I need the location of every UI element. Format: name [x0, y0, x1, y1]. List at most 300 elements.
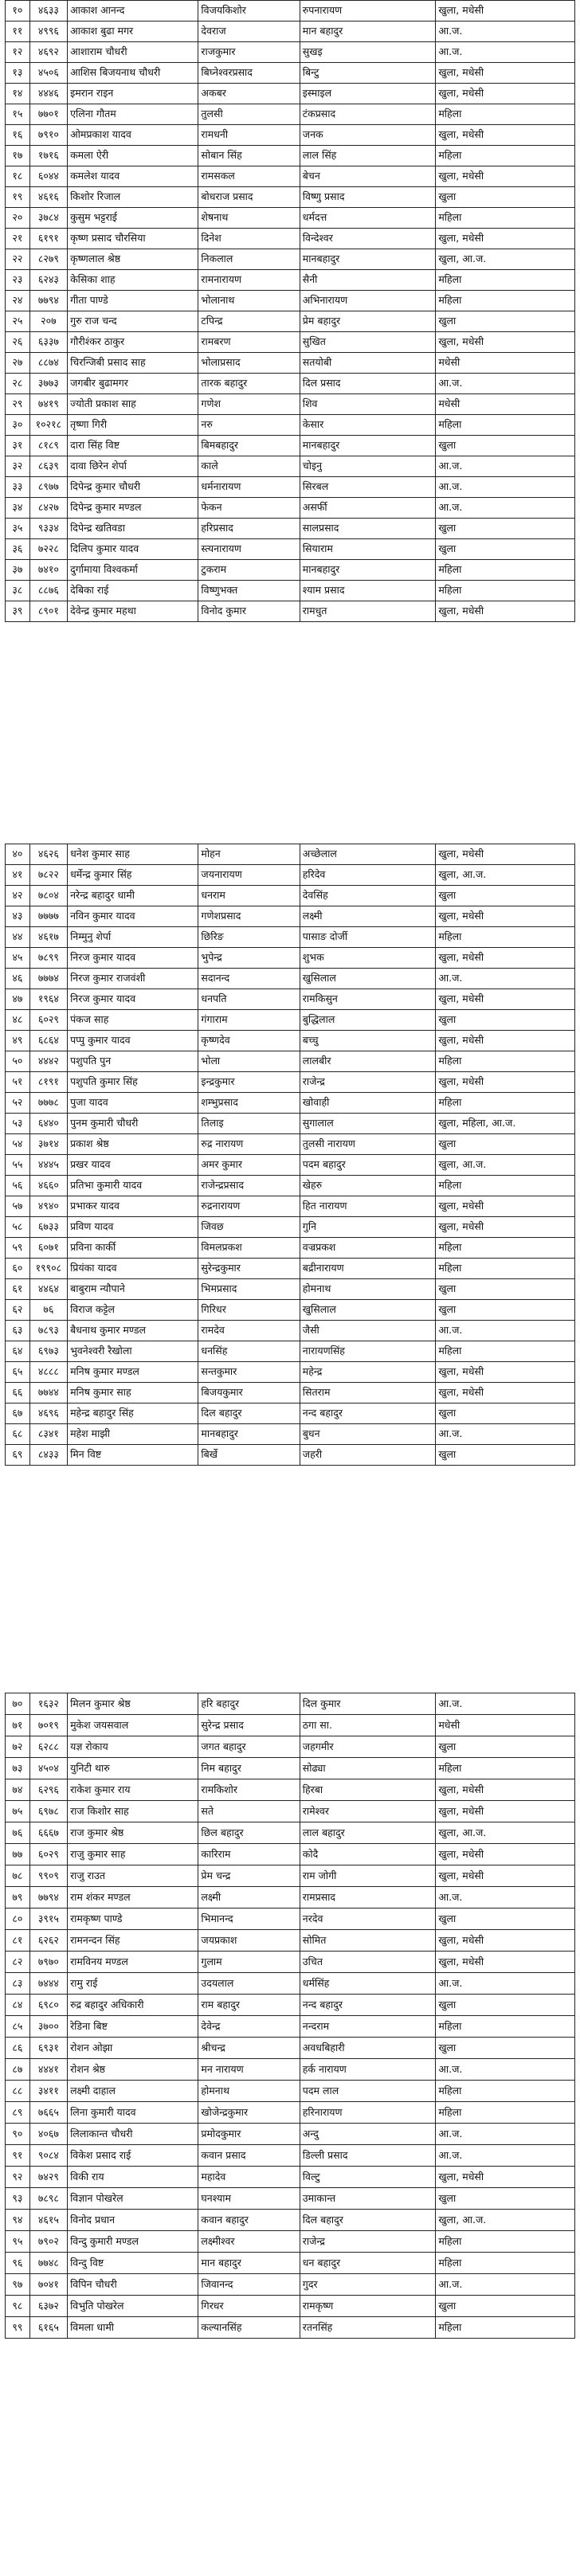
- candidate-name-cell: धनेश कुमार साह: [68, 844, 198, 865]
- father-name-cell: सुरेन्द्रकुमार: [198, 1259, 300, 1279]
- grandfather-name-cell: बद्रीनारायण: [300, 1259, 436, 1279]
- father-name-cell: कारिराम: [198, 1844, 300, 1865]
- serial-number-cell: ९६: [6, 2253, 30, 2274]
- roll-number-cell: ८९०१: [29, 601, 67, 622]
- table-row: [6, 1300, 575, 1321]
- roll-number-cell: ४९९६: [29, 22, 67, 42]
- serial-number-cell: ६३: [6, 1321, 30, 1341]
- table-row: [6, 125, 575, 146]
- roll-number-cell: ४४४२: [29, 1051, 67, 1072]
- candidate-name-cell: आकाश आनन्द: [68, 1, 198, 22]
- category-cell: खुला, मधेसी: [436, 229, 575, 249]
- table-row: [6, 2274, 575, 2296]
- table-row: [6, 2145, 575, 2167]
- grandfather-name-cell: रामधुत: [300, 601, 436, 622]
- candidate-name-cell: कृष्ण प्रसाद चौरसिया: [68, 229, 198, 249]
- grandfather-name-cell: नन्द बहादुर: [300, 1995, 436, 2016]
- serial-number-cell: ४५: [6, 948, 30, 969]
- serial-number-cell: ६६: [6, 1383, 30, 1403]
- category-cell: खुला: [436, 1995, 575, 2016]
- father-name-cell: फेकन: [198, 498, 300, 519]
- roll-number-cell: ७७९४: [29, 291, 67, 311]
- father-name-cell: प्रेम चन्द्र: [198, 1865, 300, 1887]
- candidate-name-cell: मुकेश जयसवाल: [68, 1715, 198, 1736]
- serial-number-cell: ४९: [6, 1031, 30, 1051]
- grandfather-name-cell: लाल बहादुर: [300, 1822, 436, 1844]
- category-cell: महिला: [436, 2016, 575, 2038]
- father-name-cell: सते: [198, 1801, 300, 1822]
- serial-number-cell: ७०: [6, 1693, 30, 1715]
- table-row: [6, 1445, 575, 1466]
- table-row: [6, 948, 575, 969]
- table-row: [6, 1995, 575, 2016]
- serial-number-cell: ९१: [6, 2145, 30, 2167]
- father-name-cell: गणेशप्रसाद: [198, 906, 300, 927]
- table-row: [6, 1362, 575, 1383]
- grandfather-name-cell: गुनि: [300, 1217, 436, 1238]
- category-cell: महिला: [436, 2231, 575, 2253]
- grandfather-name-cell: खुसिलाल: [300, 969, 436, 989]
- father-name-cell: सन्तकुमार: [198, 1362, 300, 1383]
- serial-number-cell: ३१: [6, 436, 30, 456]
- table-row: [6, 2081, 575, 2102]
- father-name-cell: टुकराम: [198, 560, 300, 581]
- category-cell: महिला: [436, 208, 575, 229]
- candidate-name-cell: कमलेश यादव: [68, 166, 198, 187]
- table-row: [6, 187, 575, 208]
- father-name-cell: कवान बहादुर: [198, 2210, 300, 2231]
- serial-number-cell: १०: [6, 1, 30, 22]
- table-row: [6, 2188, 575, 2210]
- roll-number-cell: ७९१०: [29, 125, 67, 146]
- serial-number-cell: ४१: [6, 865, 30, 886]
- father-name-cell: कल्यानसिंह: [198, 2317, 300, 2339]
- grandfather-name-cell: नरदेव: [300, 1909, 436, 1930]
- table-row: [6, 539, 575, 560]
- roll-number-cell: ४९४०: [29, 1196, 67, 1217]
- candidate-name-cell: रामनन्दन सिंह: [68, 1930, 198, 1952]
- table-row: [6, 1176, 575, 1196]
- serial-number-cell: ७४: [6, 1779, 30, 1801]
- candidate-name-cell: राकेश कुमार राय: [68, 1779, 198, 1801]
- grandfather-name-cell: रामप्रसाद: [300, 1887, 436, 1909]
- father-name-cell: धनपति: [198, 989, 300, 1010]
- roll-number-cell: ८१९१: [29, 1072, 67, 1093]
- father-name-cell: देवराज: [198, 22, 300, 42]
- grandfather-name-cell: सतयोबी: [300, 353, 436, 374]
- grandfather-name-cell: सुखित: [300, 332, 436, 353]
- table-row: [6, 249, 575, 270]
- category-cell: खुला: [436, 2296, 575, 2317]
- table-row: [6, 208, 575, 229]
- category-cell: महिला: [436, 1051, 575, 1072]
- candidate-name-cell: जगबीर बुढामगर: [68, 374, 198, 394]
- grandfather-name-cell: जनक: [300, 125, 436, 146]
- roll-number-cell: १७१६: [29, 146, 67, 166]
- father-name-cell: बोधराज प्रसाद: [198, 187, 300, 208]
- candidate-name-cell: निरज कुमार राजवंशी: [68, 969, 198, 989]
- category-cell: खुला: [436, 187, 575, 208]
- roll-number-cell: ४६१५: [29, 2210, 67, 2231]
- serial-number-cell: १२: [6, 42, 30, 63]
- candidate-name-cell: कृष्णलाल श्रेष्ठ: [68, 249, 198, 270]
- grandfather-name-cell: रामेश्वर: [300, 1801, 436, 1822]
- father-name-cell: भिमप्रसाद: [198, 1279, 300, 1300]
- table-row: [6, 1758, 575, 1779]
- category-cell: महिला: [436, 291, 575, 311]
- grandfather-name-cell: धर्मसिंह: [300, 1973, 436, 1995]
- father-name-cell: जयप्रकाश: [198, 1930, 300, 1952]
- table-row: [6, 1424, 575, 1445]
- roll-number-cell: ७८९९: [29, 948, 67, 969]
- roll-number-cell: ७७९४: [29, 1887, 67, 1909]
- candidate-name-cell: रोशन श्रेष्ठ: [68, 2059, 198, 2081]
- grandfather-name-cell: तुलसी नारायण: [300, 1134, 436, 1155]
- table-row: [6, 1259, 575, 1279]
- category-cell: आ.ज.: [436, 498, 575, 519]
- candidate-name-cell: प्रभाकर यादव: [68, 1196, 198, 1217]
- category-cell: महिला: [436, 2102, 575, 2124]
- candidate-name-cell: लिलाकान्त चौधरी: [68, 2124, 198, 2145]
- candidate-name-cell: प्रकाश श्रेष्ठ: [68, 1134, 198, 1155]
- father-name-cell: तुलसी: [198, 104, 300, 125]
- candidate-name-cell: प्रविना कार्की: [68, 1238, 198, 1259]
- serial-number-cell: ४६: [6, 969, 30, 989]
- father-name-cell: खोजेन्द्रकुमार: [198, 2102, 300, 2124]
- category-cell: महिला: [436, 2081, 575, 2102]
- father-name-cell: सोबान सिंह: [198, 146, 300, 166]
- father-name-cell: इन्द्रकुमार: [198, 1072, 300, 1093]
- table-row: [6, 601, 575, 622]
- father-name-cell: प्रमोदकुमार: [198, 2124, 300, 2145]
- category-cell: महिला: [436, 1093, 575, 1114]
- father-name-cell: रामधनी: [198, 125, 300, 146]
- category-cell: खुला, मधेसी: [436, 1844, 575, 1865]
- table-body-1: [6, 1, 575, 622]
- serial-number-cell: १९: [6, 187, 30, 208]
- grandfather-name-cell: सोमित: [300, 1930, 436, 1952]
- grandfather-name-cell: पासाङ दोर्जी: [300, 927, 436, 948]
- grandfather-name-cell: पदम बहादुर: [300, 1155, 436, 1176]
- candidate-name-cell: विकी राय: [68, 2167, 198, 2188]
- category-cell: आ.ज.: [436, 477, 575, 498]
- category-cell: खुला: [436, 1134, 575, 1155]
- serial-number-cell: ३८: [6, 581, 30, 601]
- father-name-cell: बिजयकुमार: [198, 1383, 300, 1403]
- category-cell: खुला, मधेसी: [436, 1, 575, 22]
- roll-number-cell: ६२९६: [29, 1779, 67, 1801]
- table-row: [6, 291, 575, 311]
- father-name-cell: स्त्यनारायण: [198, 539, 300, 560]
- roll-number-cell: ४६१७: [29, 927, 67, 948]
- candidate-name-cell: मिलन कुमार श्रेष्ठ: [68, 1693, 198, 1715]
- table-row: [6, 104, 575, 125]
- father-name-cell: भुपेन्द्र: [198, 948, 300, 969]
- roll-number-cell: ६९८०: [29, 1995, 67, 2016]
- table-row: [6, 2038, 575, 2059]
- roll-number-cell: ३७८४: [29, 208, 67, 229]
- roll-number-cell: ७८०४: [29, 886, 67, 906]
- category-cell: खुला: [436, 539, 575, 560]
- table-row: [6, 270, 575, 291]
- serial-number-cell: १३: [6, 63, 30, 84]
- father-name-cell: हरि बहादुर: [198, 1693, 300, 1715]
- roll-number-cell: ७९०२: [29, 2231, 67, 2253]
- father-name-cell: सुरेन्द्र प्रसाद: [198, 1715, 300, 1736]
- roll-number-cell: ६२८८: [29, 1736, 67, 1758]
- category-cell: आ.ज.: [436, 22, 575, 42]
- grandfather-name-cell: नन्दराम: [300, 2016, 436, 2038]
- grandfather-name-cell: विल्टु: [300, 2167, 436, 2188]
- serial-number-cell: ३७: [6, 560, 30, 581]
- category-cell: खुला, मधेसी: [436, 1362, 575, 1383]
- father-name-cell: गंगाराम: [198, 1010, 300, 1031]
- table-row: [6, 2317, 575, 2339]
- serial-number-cell: ९८: [6, 2296, 30, 2317]
- category-cell: खुला, मधेसी: [436, 1217, 575, 1238]
- category-cell: मधेसी: [436, 394, 575, 415]
- category-cell: खुला: [436, 1909, 575, 1930]
- category-cell: महिला: [436, 581, 575, 601]
- roll-number-cell: ६९७३: [29, 1341, 67, 1362]
- father-name-cell: दिनेश: [198, 229, 300, 249]
- candidate-name-cell: पप्पु कुमार यादव: [68, 1031, 198, 1051]
- serial-number-cell: ४२: [6, 886, 30, 906]
- father-name-cell: महादेव: [198, 2167, 300, 2188]
- table-row: [6, 1844, 575, 1865]
- grandfather-name-cell: बुद्धिलाल: [300, 1010, 436, 1031]
- father-name-cell: विमलप्रकश: [198, 1238, 300, 1259]
- father-name-cell: मान बहादुर: [198, 2253, 300, 2274]
- candidate-table-2: [5, 844, 575, 1466]
- serial-number-cell: ८९: [6, 2102, 30, 2124]
- roll-number-cell: ४६९२: [29, 42, 67, 63]
- category-cell: आ.ज.: [436, 1973, 575, 1995]
- category-cell: खुला: [436, 311, 575, 332]
- table-row: [6, 1155, 575, 1176]
- serial-number-cell: २७: [6, 353, 30, 374]
- serial-number-cell: २२: [6, 249, 30, 270]
- serial-number-cell: ११: [6, 22, 30, 42]
- candidate-name-cell: रोशन ओझा: [68, 2038, 198, 2059]
- candidate-name-cell: विकेश प्रसाद राई: [68, 2145, 198, 2167]
- candidate-name-cell: देबिका राई: [68, 581, 198, 601]
- category-cell: आ.ज.: [436, 456, 575, 477]
- roll-number-cell: ७६६५: [29, 2102, 67, 2124]
- grandfather-name-cell: विष्णु प्रसाद: [300, 187, 436, 208]
- grandfather-name-cell: हरिदेव: [300, 865, 436, 886]
- grandfather-name-cell: हर्क नारायण: [300, 2059, 436, 2081]
- serial-number-cell: ८३: [6, 1973, 30, 1995]
- roll-number-cell: ६३७२: [29, 2296, 67, 2317]
- father-name-cell: मोहन: [198, 844, 300, 865]
- candidate-name-cell: देवेन्द्र कुमार महथा: [68, 601, 198, 622]
- candidate-name-cell: विन्दु विष्ट: [68, 2253, 198, 2274]
- serial-number-cell: ७७: [6, 1844, 30, 1865]
- father-name-cell: छिरिङ: [198, 927, 300, 948]
- category-cell: महिला: [436, 2253, 575, 2274]
- grandfather-name-cell: असर्फी: [300, 498, 436, 519]
- serial-number-cell: ९७: [6, 2274, 30, 2296]
- candidate-name-cell: तृष्णा गिरी: [68, 415, 198, 436]
- category-cell: खुला, मधेसी: [436, 332, 575, 353]
- category-cell: खुला, मधेसी: [436, 84, 575, 104]
- candidate-name-cell: पशुपति पुन: [68, 1051, 198, 1072]
- table-row: [6, 353, 575, 374]
- category-cell: आ.ज.: [436, 2124, 575, 2145]
- roll-number-cell: ७७७७: [29, 906, 67, 927]
- category-cell: खुला: [436, 519, 575, 539]
- grandfather-name-cell: लालबीर: [300, 1051, 436, 1072]
- grandfather-name-cell: खेहरु: [300, 1176, 436, 1196]
- roll-number-cell: ७७०१: [29, 104, 67, 125]
- table-row: [6, 2296, 575, 2317]
- candidate-name-cell: बैधनाथ कुमार मण्डल: [68, 1321, 198, 1341]
- table-row: [6, 989, 575, 1010]
- roll-number-cell: ६९३१: [29, 2038, 67, 2059]
- candidate-name-cell: रामविनय मण्डल: [68, 1952, 198, 1973]
- table-row: [6, 1, 575, 22]
- category-cell: खुला: [436, 886, 575, 906]
- grandfather-name-cell: वज्रप्रकश: [300, 1238, 436, 1259]
- category-cell: खुला: [436, 2038, 575, 2059]
- father-name-cell: निम बहादुर: [198, 1758, 300, 1779]
- table-row: [6, 498, 575, 519]
- grandfather-name-cell: जहगमीर: [300, 1736, 436, 1758]
- category-cell: महिला: [436, 270, 575, 291]
- roll-number-cell: ८६३९: [29, 456, 67, 477]
- candidate-name-cell: कमला ऐरी: [68, 146, 198, 166]
- category-cell: महिला: [436, 1176, 575, 1196]
- father-name-cell: तारक बहादुर: [198, 374, 300, 394]
- category-cell: खुला: [436, 2188, 575, 2210]
- grandfather-name-cell: सालप्रसाद: [300, 519, 436, 539]
- category-cell: खुला, मधेसी: [436, 1383, 575, 1403]
- category-cell: आ.ज.: [436, 2145, 575, 2167]
- category-cell: महिला: [436, 1758, 575, 1779]
- table-row: [6, 886, 575, 906]
- grandfather-name-cell: पदम लाल: [300, 2081, 436, 2102]
- grandfather-name-cell: खोवाही: [300, 1093, 436, 1114]
- table-row: [6, 969, 575, 989]
- category-cell: महिला: [436, 415, 575, 436]
- roll-number-cell: ६०२९: [29, 1010, 67, 1031]
- category-cell: महिला: [436, 1341, 575, 1362]
- candidate-name-cell: पंकज साह: [68, 1010, 198, 1031]
- serial-number-cell: ८०: [6, 1909, 30, 1930]
- table-row: [6, 906, 575, 927]
- category-cell: खुला, मधेसी: [436, 63, 575, 84]
- father-name-cell: मन नारायण: [198, 2059, 300, 2081]
- serial-number-cell: ७१: [6, 1715, 30, 1736]
- father-name-cell: कृष्णदेव: [198, 1031, 300, 1051]
- grandfather-name-cell: दिल बहादुर: [300, 2210, 436, 2231]
- father-name-cell: रामबरण: [198, 332, 300, 353]
- serial-number-cell: ५०: [6, 1051, 30, 1072]
- father-name-cell: रुद्रनारायण: [198, 1196, 300, 1217]
- grandfather-name-cell: अच्छेलाल: [300, 844, 436, 865]
- father-name-cell: गणेश: [198, 394, 300, 415]
- category-cell: खुला, आ.ज.: [436, 865, 575, 886]
- candidate-name-cell: महेन्द्र बहादुर सिंह: [68, 1403, 198, 1424]
- father-name-cell: श्रीचन्द्र: [198, 2038, 300, 2059]
- roll-number-cell: ७२२८: [29, 539, 67, 560]
- father-name-cell: गिरधर: [198, 2296, 300, 2317]
- table-row: [6, 1031, 575, 1051]
- grandfather-name-cell: जैसी: [300, 1321, 436, 1341]
- grandfather-name-cell: बच्चु: [300, 1031, 436, 1051]
- category-cell: खुला: [436, 1403, 575, 1424]
- serial-number-cell: ८१: [6, 1930, 30, 1952]
- roll-number-cell: ७०४१: [29, 2274, 67, 2296]
- candidate-name-cell: पुनम कुमारी चौधरी: [68, 1114, 198, 1134]
- roll-number-cell: ६८६४: [29, 1031, 67, 1051]
- table-row: [6, 1801, 575, 1822]
- grandfather-name-cell: महेन्द्र: [300, 1362, 436, 1383]
- candidate-name-cell: यज्ञ रोकाय: [68, 1736, 198, 1758]
- roll-number-cell: ६०४४: [29, 166, 67, 187]
- serial-number-cell: ९५: [6, 2231, 30, 2253]
- father-name-cell: मानबहादुर: [198, 1424, 300, 1445]
- grandfather-name-cell: खुसिलाल: [300, 1300, 436, 1321]
- serial-number-cell: ८२: [6, 1952, 30, 1973]
- section-gap-1: [0, 832, 580, 844]
- roll-number-cell: ४६१६: [29, 187, 67, 208]
- roll-number-cell: ३७७३: [29, 374, 67, 394]
- table-row: [6, 1973, 575, 1995]
- category-cell: खुला, मधेसी: [436, 844, 575, 865]
- candidate-name-cell: प्रविण यादव: [68, 1217, 198, 1238]
- grandfather-name-cell: दिल प्रसाद: [300, 374, 436, 394]
- father-name-cell: होमनाथ: [198, 2081, 300, 2102]
- table-row: [6, 1822, 575, 1844]
- serial-number-cell: ८५: [6, 2016, 30, 2038]
- table-row: [6, 1321, 575, 1341]
- serial-number-cell: ७५: [6, 1801, 30, 1822]
- serial-number-cell: ८४: [6, 1995, 30, 2016]
- candidate-name-cell: निरज कुमार यादव: [68, 989, 198, 1010]
- candidate-name-cell: नविन कुमार यादव: [68, 906, 198, 927]
- candidate-name-cell: चिरन्जिबी प्रसाद साह: [68, 353, 198, 374]
- category-cell: महिला: [436, 1238, 575, 1259]
- candidate-name-cell: दिपेन्द्र कुमार मण्डल: [68, 498, 198, 519]
- roll-number-cell: ४५०६: [29, 63, 67, 84]
- category-cell: खुला, मधेसी: [436, 989, 575, 1010]
- serial-number-cell: ३६: [6, 539, 30, 560]
- table-row: [6, 332, 575, 353]
- grandfather-name-cell: रामकिसुन: [300, 989, 436, 1010]
- table-row: [6, 1341, 575, 1362]
- category-cell: खुला, आ.ज.: [436, 2210, 575, 2231]
- category-cell: महिला: [436, 927, 575, 948]
- grandfather-name-cell: डिल्ली प्रसाद: [300, 2145, 436, 2167]
- candidate-name-cell: पुजा यादव: [68, 1093, 198, 1114]
- candidate-name-cell: प्रियंका यादव: [68, 1259, 198, 1279]
- serial-number-cell: ८६: [6, 2038, 30, 2059]
- father-name-cell: राम बहादुर: [198, 1995, 300, 2016]
- grandfather-name-cell: शुभक: [300, 948, 436, 969]
- roll-number-cell: ६२६२: [29, 1930, 67, 1952]
- candidate-name-cell: आकाश बुढा मगर: [68, 22, 198, 42]
- category-cell: खुला, मधेसी: [436, 601, 575, 622]
- roll-number-cell: ६७३३: [29, 1217, 67, 1238]
- category-cell: महिला: [436, 104, 575, 125]
- roll-number-cell: २०७: [29, 311, 67, 332]
- candidate-name-cell: विज्ञान पोखरेल: [68, 2188, 198, 2210]
- candidate-name-cell: गीता पाण्डे: [68, 291, 198, 311]
- candidate-name-cell: विनोद प्रधान: [68, 2210, 198, 2231]
- serial-number-cell: १८: [6, 166, 30, 187]
